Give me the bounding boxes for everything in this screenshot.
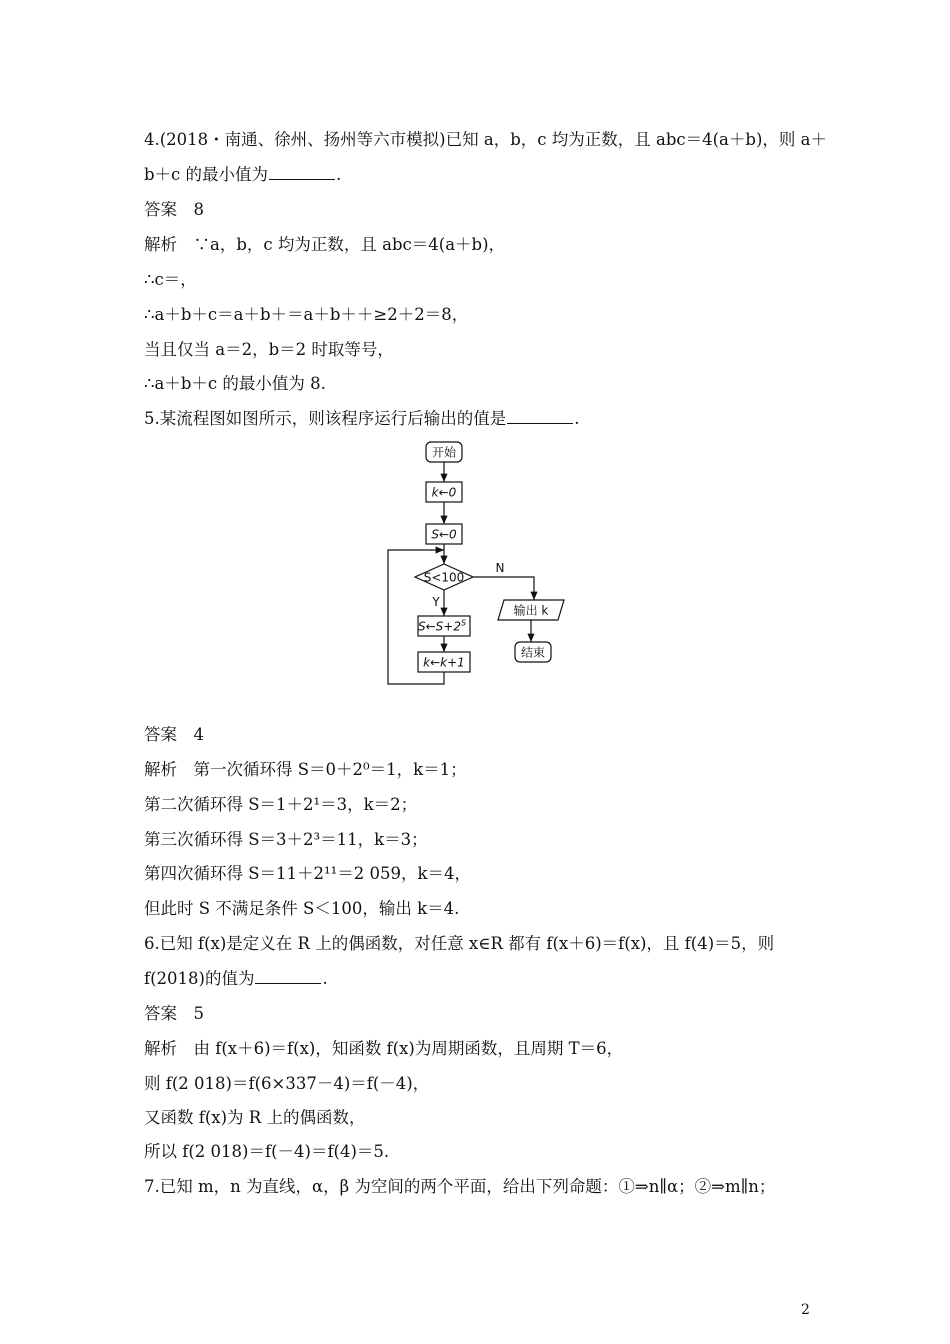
problem-5-text: 5.某流程图如图所示，则该程序运行后输出的值是 bbox=[144, 409, 507, 428]
analysis-4-line-3: ∴a＋b＋c＝a＋b＋＝a＋b＋＋≥2＋2＝8， bbox=[144, 305, 469, 324]
problem-6-text: f(2018)的值为 bbox=[144, 969, 255, 988]
flowchart-update-s-sup: S bbox=[460, 618, 467, 628]
answer-blank bbox=[507, 409, 573, 424]
flowchart-no-label: N bbox=[495, 561, 505, 575]
flowchart-s-init-label: S←0 bbox=[431, 527, 457, 542]
flowchart-k-init-label: k←0 bbox=[431, 485, 457, 500]
flowchart-update-k-label: k←k+1 bbox=[423, 655, 465, 670]
analysis-4-line-2: ∴c＝， bbox=[144, 270, 197, 289]
problem-7-line-1: 7.已知 m，n 为直线，α，β 为空间的两个平面，给出下列命题：①⇒n∥α；②⇒m∥n； bbox=[144, 1177, 776, 1196]
answer-5: 答案 4 bbox=[144, 725, 204, 744]
flowchart bbox=[380, 432, 580, 692]
flowchart-no-branch bbox=[473, 577, 534, 600]
analysis-6-line-3: 又函数 f(x)为 R 上的偶函数， bbox=[144, 1108, 366, 1127]
period: . bbox=[322, 969, 328, 988]
problem-4-text: b＋c 的最小值为 bbox=[144, 165, 269, 184]
analysis-5-line-2: 第二次循环得 S＝1＋2¹＝3，k＝2； bbox=[144, 795, 418, 814]
answer-blank bbox=[269, 165, 335, 180]
problem-5-line-1 bbox=[144, 409, 580, 429]
answer-blank bbox=[255, 969, 321, 984]
analysis-6-line-2: 则 f(2 018)＝f(6×337－4)＝f(－4)， bbox=[144, 1074, 430, 1093]
analysis-6-line-4: 所以 f(2 018)＝f(－4)＝f(4)＝5. bbox=[144, 1142, 390, 1161]
analysis-4-line-5: ∴a＋b＋c 的最小值为 8. bbox=[144, 374, 326, 393]
analysis-4-line-4: 当且仅当 a＝2，b＝2 时取等号， bbox=[144, 340, 394, 359]
flowchart-update-s-text: S←S+2 bbox=[417, 619, 461, 634]
analysis-6-line-1: 解析 由 f(x＋6)＝f(x)，知函数 f(x)为周期函数，且周期 T＝6， bbox=[144, 1039, 624, 1058]
problem-4-line-1: 4.(2018・南通、徐州、扬州等六市模拟)已知 a，b，c 均为正数，且 abc＝4(a＋b)，则 a＋ bbox=[144, 130, 827, 149]
answer-6: 答案 5 bbox=[144, 1004, 204, 1023]
period: . bbox=[574, 409, 580, 428]
analysis-5-line-3: 第三次循环得 S＝3＋2³＝11，k＝3； bbox=[144, 830, 428, 849]
analysis-5-line-4: 第四次循环得 S＝11＋2¹¹＝2 059，k＝4， bbox=[144, 864, 472, 883]
problem-4-line-2 bbox=[144, 165, 341, 185]
period: . bbox=[336, 165, 342, 184]
analysis-5-line-1: 解析 第一次循环得 S＝0＋2⁰＝1，k＝1； bbox=[144, 760, 467, 779]
flowchart-yes-label: Y bbox=[432, 595, 440, 609]
page-number: 2 bbox=[801, 1302, 810, 1318]
analysis-5-line-5: 但此时 S 不满足条件 S＜100，输出 k＝4. bbox=[144, 899, 460, 918]
flowchart-update-s-label bbox=[418, 619, 466, 634]
problem-6-line-1: 6.已知 f(x)是定义在 R 上的偶函数，对任意 x∈R 都有 f(x＋6)＝f(x)，且 f(4)＝5，则 bbox=[144, 934, 775, 953]
analysis-4-line-1: 解析 ∵a，b，c 均为正数，且 abc＝4(a＋b)， bbox=[144, 235, 506, 254]
flowchart-end-label: 结束 bbox=[520, 645, 546, 660]
problem-6-line-2 bbox=[144, 969, 328, 989]
flowchart-start-label: 开始 bbox=[431, 445, 457, 460]
flowchart-output-label: 输出 k bbox=[513, 603, 549, 618]
answer-4: 答案 8 bbox=[144, 200, 204, 219]
flowchart-condition-label: S<100 bbox=[423, 570, 465, 585]
